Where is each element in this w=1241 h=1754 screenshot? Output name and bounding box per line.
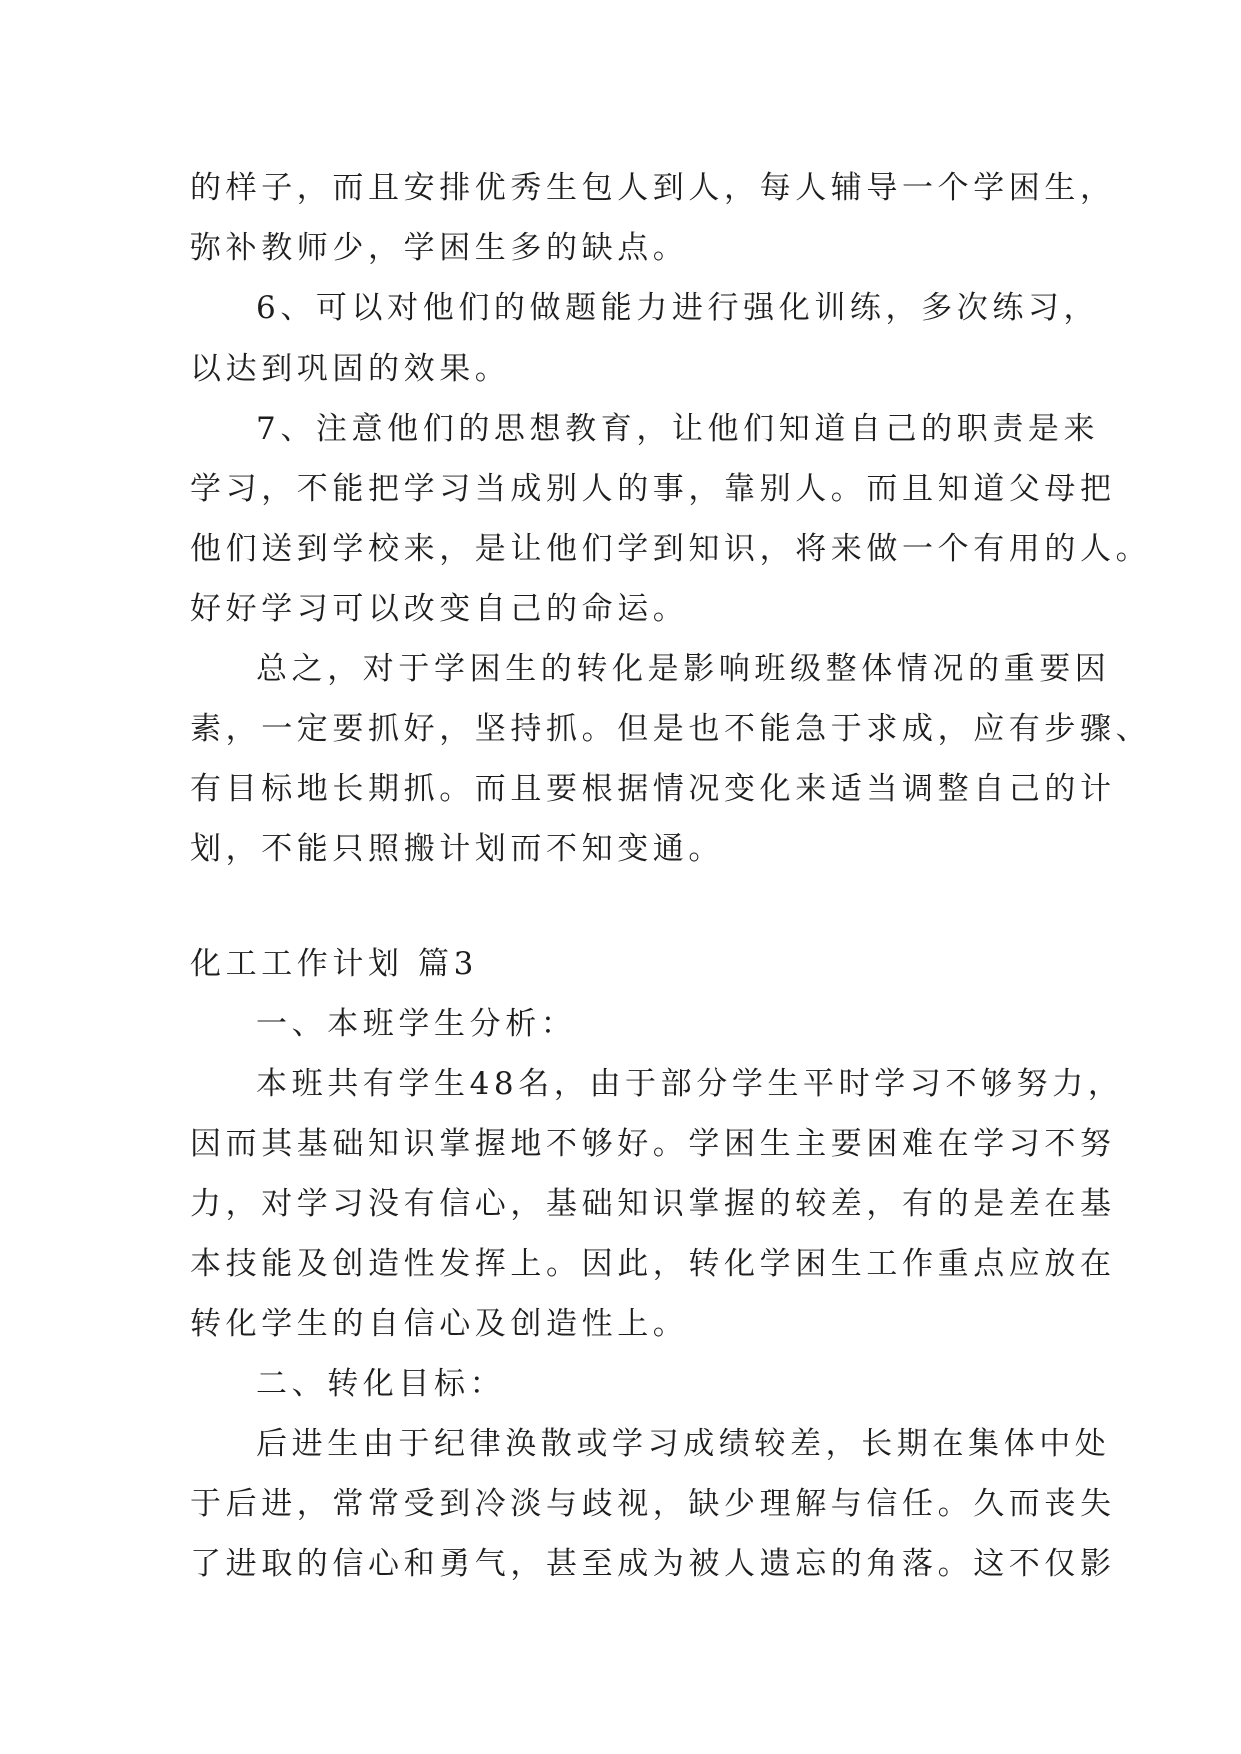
section-heading: 化工工作计划 篇3	[190, 946, 478, 982]
text-line: 因而其基础知识掌握地不够好。学困生主要困难在学习不努	[190, 1126, 1116, 1162]
text-line: 以达到巩固的效果。	[190, 351, 511, 387]
text-line: 的样子，而且安排优秀生包人到人，每人辅导一个学困生，	[190, 170, 1116, 206]
text-line: 本班共有学生48名，由于部分学生平时学习不够努力，	[256, 1066, 1124, 1102]
text-line: 他们送到学校来，是让他们学到知识，将来做一个有用的人。	[190, 531, 1152, 567]
text-line: 6、可以对他们的做题能力进行强化训练，多次练习，	[256, 290, 1100, 326]
subsection-heading: 一、本班学生分析：	[256, 1006, 577, 1042]
text-line: 本技能及创造性发挥上。因此，转化学困生工作重点应放在	[190, 1246, 1116, 1282]
text-line: 了进取的信心和勇气，甚至成为被人遗忘的角落。这不仅影	[190, 1546, 1116, 1582]
text-line: 于后进，常常受到冷淡与歧视，缺少理解与信任。久而丧失	[190, 1486, 1116, 1522]
text-line: 总之，对于学困生的转化是影响班级整体情况的重要因	[256, 651, 1111, 687]
text-line: 好好学习可以改变自己的命运。	[190, 591, 689, 627]
text-line: 划，不能只照搬计划而不知变通。	[190, 831, 724, 867]
text-line: 转化学生的自信心及创造性上。	[190, 1306, 689, 1342]
text-line: 学习，不能把学习当成别人的事，靠别人。而且知道父母把	[190, 471, 1116, 507]
text-line: 7、注意他们的思想教育，让他们知道自己的职责是来	[256, 411, 1100, 447]
text-line: 力，对学习没有信心，基础知识掌握的较差，有的是差在基	[190, 1186, 1116, 1222]
subsection-heading: 二、转化目标：	[256, 1366, 506, 1402]
text-line: 素，一定要抓好，坚持抓。但是也不能急于求成，应有步骤、	[190, 711, 1152, 747]
text-line: 后进生由于纪律涣散或学习成绩较差，长期在集体中处	[256, 1426, 1111, 1462]
text-line: 有目标地长期抓。而且要根据情况变化来适当调整自己的计	[190, 771, 1116, 807]
text-line: 弥补教师少，学困生多的缺点。	[190, 230, 689, 266]
